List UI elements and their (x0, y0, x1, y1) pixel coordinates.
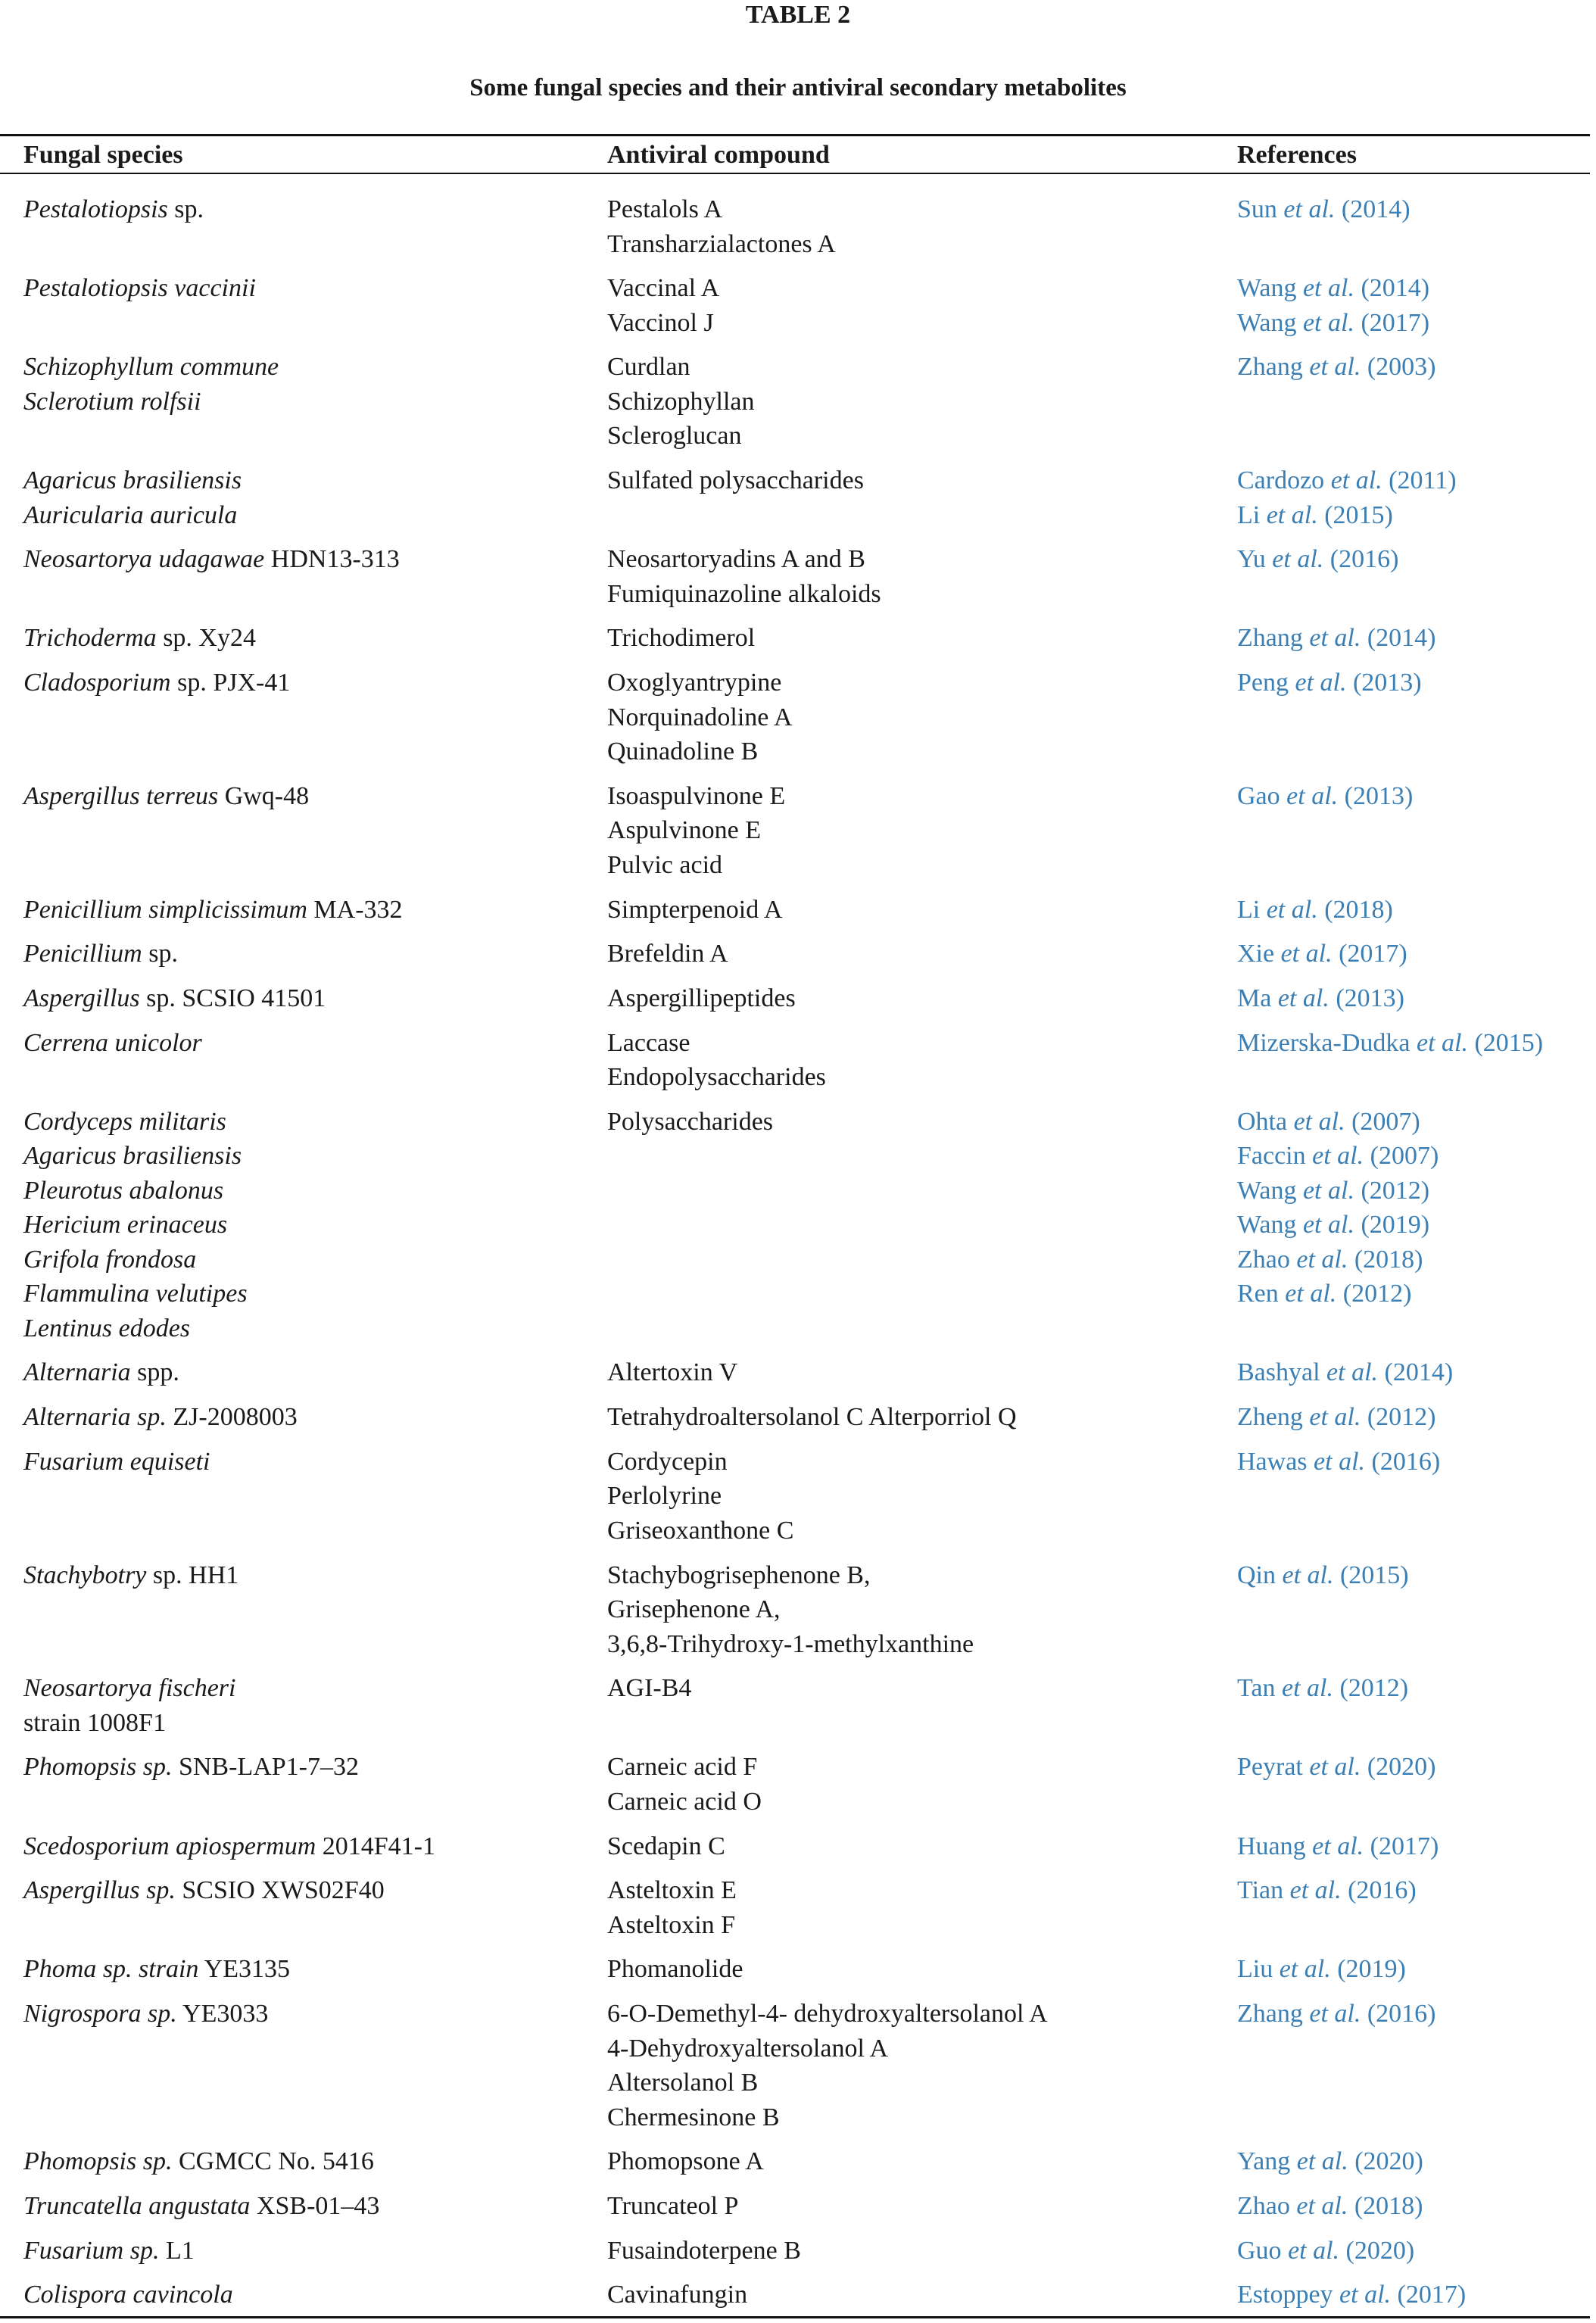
table-row (0, 779, 1590, 893)
species-line: Auricularia auricula (23, 500, 238, 529)
compound-line: Asteltoxin E (607, 1876, 737, 1905)
references-cell (1237, 271, 1429, 340)
table-row (0, 621, 1590, 666)
compound-line: Stachybogrisephenone B, (607, 1561, 871, 1589)
species-line: Hericium erinaceus (23, 1211, 228, 1239)
fungal-species-cell (23, 1750, 359, 1785)
references-cell (1237, 666, 1422, 700)
table-row (0, 350, 1590, 463)
species-line: Truncatella angustata XSB-01–43 (23, 2192, 380, 2220)
reference-link[interactable]: Zhao et al. (2018) (1237, 1245, 1423, 1274)
references-cell (1237, 2189, 1423, 2224)
table-row (0, 1105, 1590, 1356)
species-line: Neosartorya fischeri (23, 1674, 236, 1703)
species-line: Schizophyllum commune (23, 353, 279, 382)
compound-line: Vaccinal A (607, 274, 720, 303)
reference-link[interactable]: Tian et al. (2016) (1237, 1876, 1417, 1905)
species-line: Agaricus brasiliensis (23, 1142, 242, 1171)
compound-line: 3,6,8-Trihydroxy-1-methylxanthine (607, 1629, 974, 1658)
reference-link[interactable]: Li et al. (2015) (1237, 500, 1393, 529)
species-line: Penicillium simplicissimum MA-332 (23, 895, 403, 924)
table-row (0, 893, 1590, 937)
species-line: Phoma sp. strain YE3135 (23, 1955, 290, 1984)
references-cell (1237, 1952, 1406, 1987)
table-row (0, 1400, 1590, 1445)
reference-link[interactable]: Wang et al. (2014) (1237, 274, 1430, 303)
table-top-rule (0, 134, 1590, 136)
species-line: Phomopsis sp. SNB-LAP1-7–32 (23, 1753, 359, 1782)
fungal-species-cell (23, 2144, 374, 2179)
references-cell (1237, 1400, 1436, 1435)
table-row (0, 542, 1590, 621)
reference-link[interactable]: Liu et al. (2019) (1237, 1955, 1406, 1984)
reference-link[interactable]: Ma et al. (2013) (1237, 984, 1404, 1012)
compound-line: Pestalols A (607, 195, 723, 223)
references-cell (1237, 1026, 1543, 1061)
antiviral-compound-cell (607, 666, 793, 769)
references-cell (1237, 937, 1407, 971)
fungal-species-cell (23, 1400, 298, 1435)
table-row (0, 1750, 1590, 1829)
compound-line: Truncateol P (607, 2192, 739, 2220)
table-row (0, 192, 1590, 271)
references-cell (1237, 1829, 1439, 1864)
species-line: Agaricus brasiliensis (23, 466, 242, 495)
species-line: Fusarium equiseti (23, 1447, 210, 1476)
compound-line: Vaccinol J (607, 308, 714, 337)
compound-line: Griseoxanthone C (607, 1516, 794, 1545)
compound-line: Cavinafungin (607, 2281, 748, 2309)
fungal-species-cell (23, 542, 400, 577)
references-cell (1237, 2234, 1414, 2268)
species-line: Aspergillus sp. SCSIO XWS02F40 (23, 1876, 385, 1905)
antiviral-compound-cell (607, 2144, 764, 2179)
species-line: Pestalotiopsis sp. (23, 195, 204, 223)
reference-link[interactable]: Mizerska-Dudka et al. (2015) (1237, 1028, 1544, 1057)
antiviral-compound-cell (607, 1105, 773, 1140)
reference-link[interactable]: Guo et al. (2020) (1237, 2236, 1415, 2265)
compound-line: Phomanolide (607, 1955, 743, 1984)
fungal-species-cell (23, 463, 242, 532)
table-row (0, 981, 1590, 1026)
references-cell (1237, 1671, 1408, 1706)
reference-link[interactable]: Xie et al. (2017) (1237, 940, 1407, 968)
table-header-row (0, 139, 1590, 172)
species-line: Alternaria spp. (23, 1358, 179, 1387)
compound-line: Transharzialactones A (607, 229, 836, 258)
antiviral-compound-cell (607, 1671, 691, 1706)
antiviral-compound-cell (607, 350, 755, 454)
species-line: Alternaria sp. ZJ-2008003 (23, 1403, 298, 1432)
species-line: Phomopsis sp. CGMCC No. 5416 (23, 2147, 374, 2176)
reference-link[interactable]: Zhang et al. (2014) (1237, 624, 1436, 653)
fungal-species-cell (23, 1105, 248, 1346)
table-row (0, 1355, 1590, 1400)
compound-line: 4-Dehydroxyaltersolanol A (607, 2034, 889, 2063)
antiviral-compound-cell (607, 271, 719, 340)
antiviral-compound-cell (607, 1952, 743, 1987)
references-cell (1237, 893, 1393, 928)
compound-line: Norquinadoline A (607, 703, 793, 731)
species-line: Pestalotiopsis vaccinii (23, 274, 256, 303)
antiviral-compound-cell (607, 463, 864, 498)
references-cell (1237, 981, 1404, 1016)
table-header-rule (0, 173, 1590, 174)
compound-line: Trichodimerol (607, 624, 756, 653)
antiviral-compound-cell (607, 2234, 801, 2268)
table-row (0, 1026, 1590, 1105)
fungal-species-cell (23, 271, 256, 306)
fungal-species-cell (23, 779, 309, 814)
references-cell (1237, 1105, 1439, 1311)
antiviral-compound-cell (607, 937, 728, 971)
species-line: Neosartorya udagawae HDN13-313 (23, 545, 400, 574)
compound-line: Carneic acid O (607, 1787, 762, 1816)
compound-line: Cordycepin (607, 1447, 728, 1476)
antiviral-compound-cell (607, 1829, 725, 1864)
antiviral-compound-cell (607, 1750, 762, 1819)
references-cell (1237, 1750, 1436, 1785)
compound-line: Tetrahydroaltersolanol C Alterporriol Q (607, 1403, 1017, 1432)
fungal-species-cell (23, 621, 256, 656)
table-row (0, 1997, 1590, 2144)
compound-line: Fumiquinazoline alkaloids (607, 579, 881, 608)
species-line: Cerrena unicolor (23, 1028, 202, 1057)
species-line: Fusarium sp. L1 (23, 2236, 195, 2265)
fungal-species-cell (23, 1026, 202, 1061)
table-row (0, 2144, 1590, 2189)
compound-line: Carneic acid F (607, 1753, 758, 1782)
antiviral-compound-cell (607, 2189, 738, 2224)
antiviral-compound-cell (607, 542, 881, 611)
compound-line: Polysaccharides (607, 1107, 774, 1136)
reference-link[interactable]: Zhang et al. (2003) (1237, 353, 1436, 382)
antiviral-compound-cell (607, 1445, 793, 1548)
reference-link[interactable]: Wang et al. (2012) (1237, 1176, 1430, 1205)
antiviral-compound-cell (607, 981, 796, 1016)
fungal-species-cell (23, 350, 279, 419)
reference-link[interactable]: Sun et al. (2014) (1237, 195, 1411, 223)
compound-line: Neosartoryadins A and B (607, 545, 865, 574)
compound-line: Quinadoline B (607, 737, 759, 766)
compound-line: Altertoxin V (607, 1358, 738, 1387)
compound-line: Chermesinone B (607, 2103, 780, 2131)
compound-line: Sulfated polysaccharides (607, 466, 864, 495)
fungal-species-cell (23, 1355, 179, 1390)
reference-link[interactable]: Zhao et al. (2018) (1237, 2192, 1423, 2220)
references-cell (1237, 350, 1436, 385)
fungal-species-cell (23, 1445, 210, 1480)
compound-line: Scedapin C (607, 1832, 725, 1860)
table-row (0, 1829, 1590, 1874)
compound-line: Scleroglucan (607, 422, 742, 451)
species-line: Stachybotry sp. HH1 (23, 1561, 239, 1589)
compound-line: Simpterpenoid A (607, 895, 783, 924)
fungal-species-cell (23, 2278, 233, 2312)
compound-line: Oxoglyantrypine (607, 669, 782, 697)
compound-line: Aspergillipeptides (607, 984, 796, 1012)
reference-link[interactable]: Cardozo et al. (2011) (1237, 466, 1457, 495)
species-line: Scedosporium apiospermum 2014F41-1 (23, 1832, 435, 1860)
species-line: Sclerotium rolfsii (23, 387, 201, 416)
compound-line: Laccase (607, 1028, 690, 1057)
reference-link[interactable]: Yu et al. (2016) (1237, 545, 1399, 574)
fungal-species-cell (23, 666, 290, 700)
table-row (0, 666, 1590, 779)
references-cell (1237, 463, 1457, 532)
species-line: Aspergillus sp. SCSIO 41501 (23, 984, 326, 1012)
species-line: Aspergillus terreus Gwq-48 (23, 781, 310, 810)
compound-line: Curdlan (607, 353, 690, 382)
reference-link[interactable]: Zheng et al. (2012) (1237, 1403, 1436, 1432)
fungal-species-cell (23, 2189, 379, 2224)
reference-link[interactable]: Li et al. (2018) (1237, 895, 1393, 924)
species-line: Flammulina velutipes (23, 1280, 248, 1308)
references-cell (1237, 192, 1411, 227)
compound-line: Schizophyllan (607, 387, 755, 416)
reference-link[interactable]: Zhang et al. (2016) (1237, 2000, 1436, 2028)
reference-link[interactable]: Huang et al. (2017) (1237, 1832, 1439, 1860)
compound-line: Pulvic acid (607, 850, 723, 879)
references-cell (1237, 1997, 1436, 2031)
table-row (0, 463, 1590, 542)
compound-line: Aspulvinone E (607, 816, 762, 845)
column-header-fungal-species: Fungal species (23, 141, 183, 169)
references-cell (1237, 2144, 1423, 2179)
table-bottom-rule (0, 2316, 1590, 2318)
reference-link[interactable]: Faccin et al. (2007) (1237, 1142, 1439, 1171)
table-row (0, 1873, 1590, 1952)
table-row (0, 2234, 1590, 2278)
reference-link[interactable]: Peng et al. (2013) (1237, 669, 1422, 697)
reference-link[interactable]: Tan et al. (2012) (1237, 1674, 1409, 1703)
compound-line: 6-O-Demethyl-4- dehydroxyaltersolanol A (607, 2000, 1048, 2028)
antiviral-compound-cell (607, 893, 782, 928)
species-line: Cladosporium sp. PJX-41 (23, 669, 291, 697)
fungal-species-cell (23, 1671, 235, 1740)
species-line: Nigrospora sp. YE3033 (23, 2000, 269, 2028)
compound-line: Grisephenone A, (607, 1595, 781, 1623)
fungal-species-cell (23, 981, 326, 1016)
species-line: Penicillium sp. (23, 940, 178, 968)
compound-line: Altersolanol B (607, 2069, 759, 2097)
antiviral-compound-cell (607, 1400, 1017, 1435)
table-row (0, 1558, 1590, 1672)
antiviral-compound-cell (607, 779, 785, 883)
reference-link[interactable]: Wang et al. (2019) (1237, 1211, 1430, 1239)
species-line: strain 1008F1 (23, 1708, 166, 1737)
references-cell (1237, 621, 1436, 656)
references-cell (1237, 1445, 1440, 1480)
fungal-species-cell (23, 1997, 268, 2031)
reference-link[interactable]: Bashyal et al. (2014) (1237, 1358, 1454, 1387)
table-row (0, 2189, 1590, 2234)
reference-link[interactable]: Hawas et al. (2016) (1237, 1447, 1441, 1476)
table-caption: Some fungal species and their antiviral secondary metabolites (469, 74, 1127, 101)
antiviral-compound-cell (607, 1558, 974, 1662)
reference-link[interactable]: Wang et al. (2017) (1237, 308, 1430, 337)
fungal-species-cell (23, 937, 178, 971)
compound-line: Fusaindoterpene B (607, 2236, 801, 2265)
compound-line: Asteltoxin F (607, 1910, 736, 1939)
reference-link[interactable]: Qin et al. (2015) (1237, 1561, 1409, 1589)
fungal-species-cell (23, 1558, 238, 1593)
antiviral-compound-cell (607, 1997, 1048, 2134)
table-row (0, 1671, 1590, 1750)
antiviral-compound-cell (607, 1026, 826, 1095)
table-row (0, 1445, 1590, 1558)
compound-line: Endopolysaccharides (607, 1063, 826, 1092)
table-row (0, 1952, 1590, 1997)
compound-line: Perlolyrine (607, 1482, 722, 1511)
references-cell (1237, 542, 1398, 577)
antiviral-compound-cell (607, 2278, 747, 2312)
column-header-antiviral-compound: Antiviral compound (607, 141, 830, 169)
antiviral-compound-cell (607, 1873, 737, 1942)
references-cell (1237, 779, 1413, 814)
fungal-species-cell (23, 1952, 290, 1987)
references-cell (1237, 2278, 1466, 2312)
antiviral-compound-cell (607, 621, 755, 656)
fungal-species-cell (23, 192, 204, 227)
column-header-references: References (1237, 141, 1357, 169)
fungal-species-cell (23, 1829, 435, 1864)
references-cell (1237, 1558, 1409, 1593)
table-row (0, 271, 1590, 350)
antiviral-compound-cell (607, 1355, 737, 1390)
table-body (0, 192, 1590, 2322)
reference-link[interactable]: Ohta et al. (2007) (1237, 1107, 1420, 1136)
references-cell (1237, 1355, 1453, 1390)
antiviral-compound-cell (607, 192, 836, 261)
species-line: Lentinus edodes (23, 1314, 191, 1342)
reference-link[interactable]: Yang et al. (2020) (1237, 2147, 1423, 2176)
compound-line: AGI-B4 (607, 1674, 692, 1703)
reference-link[interactable]: Gao et al. (2013) (1237, 781, 1414, 810)
compound-line: Brefeldin A (607, 940, 728, 968)
fungal-species-cell (23, 1873, 385, 1908)
species-line: Cordyceps militaris (23, 1107, 226, 1136)
species-line: Grifola frondosa (23, 1245, 197, 1274)
reference-link[interactable]: Ren et al. (2012) (1237, 1280, 1412, 1308)
compound-line: Phomopsone A (607, 2147, 764, 2176)
species-line: Colispora cavincola (23, 2281, 233, 2309)
references-cell (1237, 1873, 1417, 1908)
reference-link[interactable]: Estoppey et al. (2017) (1237, 2281, 1467, 2309)
reference-link[interactable]: Peyrat et al. (2020) (1237, 1753, 1436, 1782)
species-line: Trichoderma sp. Xy24 (23, 624, 256, 653)
table-row (0, 937, 1590, 981)
fungal-species-cell (23, 2234, 195, 2268)
compound-line: Isoaspulvinone E (607, 781, 786, 810)
table-label: TABLE 2 (745, 1, 851, 29)
species-line: Pleurotus abalonus (23, 1176, 224, 1205)
fungal-species-cell (23, 893, 403, 928)
